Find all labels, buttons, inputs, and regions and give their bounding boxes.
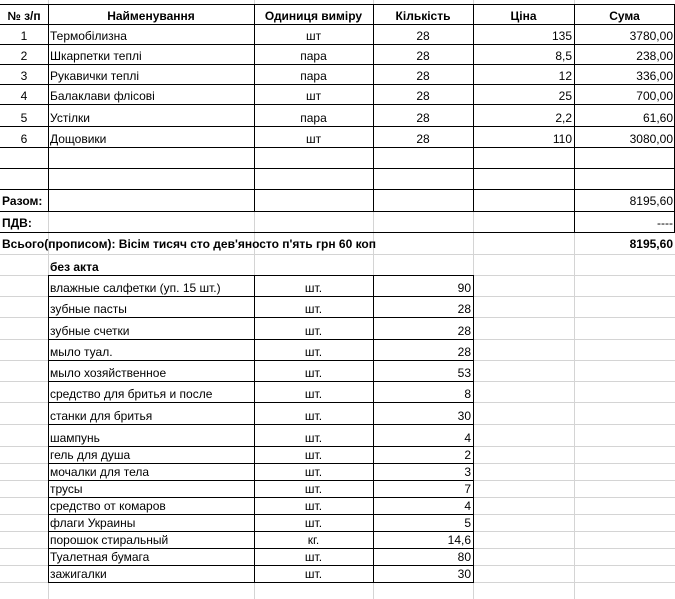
item-unit: шт (305, 89, 322, 103)
item-price: 110 (552, 132, 572, 146)
list-item-name: порошок стиральный (50, 533, 169, 547)
item-quantity: 28 (416, 111, 430, 125)
invoice-border-v (254, 189, 255, 211)
list-item-name: шампунь (50, 431, 100, 445)
item-unit: шт (305, 132, 322, 146)
header-cell: Кількість (395, 9, 451, 23)
list-item-name: трусы (50, 482, 83, 496)
item-price: 2,2 (555, 111, 572, 125)
list-item-name: флаги Украины (50, 516, 136, 530)
header-cell: Найменування (107, 9, 195, 23)
list-item-unit: шт. (304, 324, 323, 338)
list-border-h (48, 463, 474, 464)
list-item-unit: шт. (304, 281, 323, 295)
list-item-quantity: 8 (464, 387, 471, 401)
list-border-h (48, 582, 474, 583)
item-price: 8,5 (555, 49, 572, 63)
list-item-quantity: 4 (464, 431, 471, 445)
list-item-name: средство для бритья и после (50, 387, 213, 401)
item-unit: пара (300, 69, 327, 83)
list-item-name: мыло туал. (50, 345, 113, 359)
invoice-border-h (0, 232, 675, 233)
row-number: 1 (20, 29, 28, 43)
item-price: 12 (558, 69, 572, 83)
item-quantity: 28 (416, 49, 430, 63)
list-item-name: мыло хозяйственное (50, 366, 167, 380)
list-border-h (48, 548, 474, 549)
row-number: 3 (20, 69, 28, 83)
row-number: 2 (20, 49, 28, 63)
vat-value: ---- (657, 216, 673, 230)
list-border-h (48, 480, 474, 481)
item-unit: пара (300, 111, 327, 125)
item-name: Устілки (50, 111, 90, 125)
row-number: 6 (20, 132, 28, 146)
list-border-h (48, 531, 474, 532)
item-unit: пара (300, 49, 327, 63)
row-number: 4 (20, 89, 28, 103)
list-item-unit: шт. (304, 431, 323, 445)
invoice-border-v (373, 189, 374, 211)
list-item-unit: шт. (304, 465, 323, 479)
list-border-h (48, 381, 474, 382)
list-item-quantity: 2 (464, 448, 471, 462)
header-cell: Ціна (510, 9, 537, 23)
item-quantity: 28 (416, 132, 430, 146)
list-item-unit: шт. (304, 366, 323, 380)
list-border-h (48, 514, 474, 515)
item-name: Рукавички теплі (50, 69, 140, 83)
total-in-words-value: 8195,60 (629, 237, 673, 251)
item-name: Балаклави флісові (50, 89, 155, 103)
header-cell: Одиниця виміру (264, 9, 363, 23)
list-item-quantity: 53 (457, 366, 471, 380)
list-border-h (48, 446, 474, 447)
list-item-name: мочалки для тела (50, 465, 150, 479)
total-label: Разом: (2, 194, 43, 208)
list-item-quantity: 14,6 (447, 533, 471, 547)
list-item-unit: шт. (304, 409, 323, 423)
list-item-unit: шт. (304, 448, 323, 462)
list-item-quantity: 28 (457, 345, 471, 359)
list-border-h (48, 296, 474, 297)
list-item-quantity: 30 (457, 567, 471, 581)
list-item-unit: шт. (304, 387, 323, 401)
item-sum: 700,00 (636, 89, 673, 103)
list-item-quantity: 7 (464, 482, 471, 496)
list-item-name: станки для бритья (50, 409, 153, 423)
list-border-h (48, 360, 474, 361)
item-name: Шкарпетки теплі (50, 49, 142, 63)
list-item-quantity: 5 (464, 516, 471, 530)
list-item-quantity: 28 (457, 302, 471, 316)
item-price: 25 (558, 89, 572, 103)
vat-label: ПДВ: (2, 216, 32, 230)
list-item-unit: шт. (304, 499, 323, 513)
item-quantity: 28 (416, 69, 430, 83)
list-border-h (48, 317, 474, 318)
list-item-quantity: 30 (457, 409, 471, 423)
invoice-border-v (473, 189, 474, 211)
list-border-h (48, 565, 474, 566)
total-in-words: Всього(прописом): Вісім тисяч сто дев'яносто п'ять грн 60 коп (2, 237, 377, 251)
item-name: Термобілизна (50, 29, 127, 43)
item-sum: 3780,00 (629, 29, 673, 43)
total-value: 8195,60 (629, 194, 673, 208)
item-name: Дощовики (50, 132, 107, 146)
list-item-quantity: 28 (457, 324, 471, 338)
item-sum: 336,00 (636, 69, 673, 83)
list-title: без акта (50, 260, 99, 274)
list-item-unit: шт. (304, 345, 323, 359)
list-item-quantity: 4 (464, 499, 471, 513)
list-item-unit: шт. (304, 516, 323, 530)
item-sum: 238,00 (636, 49, 673, 63)
list-border-h (48, 402, 474, 403)
list-item-unit: шт. (304, 567, 323, 581)
list-border-h (48, 497, 474, 498)
list-item-name: влажные салфетки (уп. 15 шт.) (50, 281, 221, 295)
item-unit: шт (305, 29, 322, 43)
list-item-unit: шт. (304, 550, 323, 564)
list-border-v (473, 275, 474, 582)
list-border-h (48, 275, 474, 276)
item-sum: 3080,00 (629, 132, 673, 146)
list-item-unit: шт. (304, 302, 323, 316)
list-item-unit: кг. (307, 533, 320, 547)
item-sum: 61,60 (642, 111, 673, 125)
list-item-name: Туалетная бумага (50, 550, 150, 564)
list-item-name: зажигалки (50, 567, 107, 581)
item-price: 135 (551, 29, 572, 43)
list-border-h (48, 424, 474, 425)
list-item-quantity: 90 (457, 281, 471, 295)
list-item-name: зубные счетки (50, 324, 130, 338)
list-item-quantity: 80 (457, 550, 471, 564)
list-item-name: гель для душа (50, 448, 131, 462)
list-item-name: средство от комаров (50, 499, 166, 513)
row-number: 5 (20, 111, 28, 125)
list-item-quantity: 3 (464, 465, 471, 479)
header-cell: Сума (609, 9, 640, 23)
list-item-unit: шт. (304, 482, 323, 496)
header-cell: № з/п (7, 9, 41, 23)
list-item-name: зубные пасты (50, 302, 127, 316)
item-quantity: 28 (416, 89, 430, 103)
list-border-h (48, 339, 474, 340)
item-quantity: 28 (416, 29, 430, 43)
